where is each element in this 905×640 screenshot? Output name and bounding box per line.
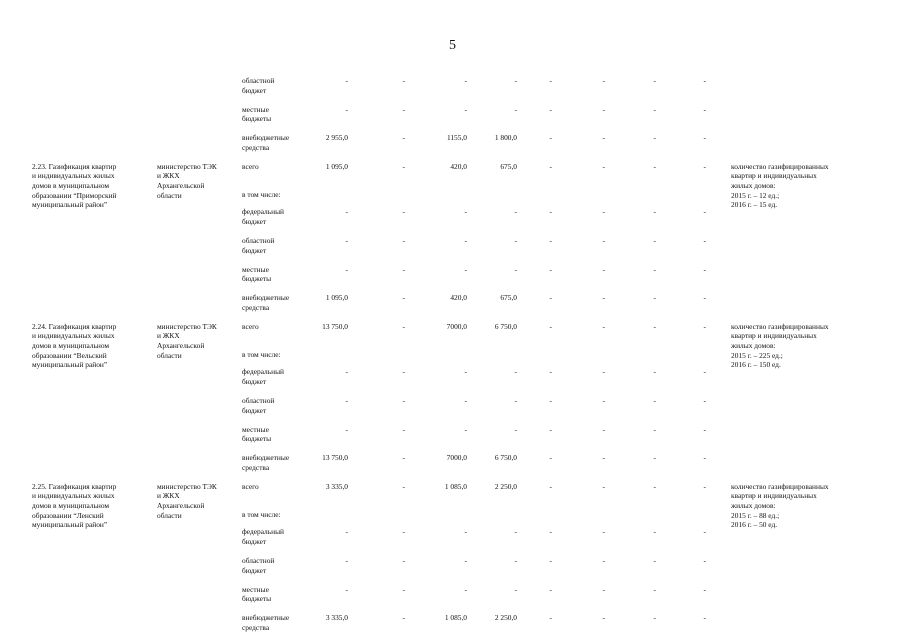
amount-cell: 675,0 [500, 293, 517, 303]
amount-cell: - [345, 264, 348, 274]
amount-cell: - [602, 395, 605, 405]
amount-cell: 2 250,0 [494, 481, 517, 491]
amount-cell: - [602, 613, 605, 623]
funding-source: местные бюджеты [242, 264, 272, 284]
amount-cell: - [549, 424, 552, 434]
amount-cell: - [703, 584, 706, 594]
funding-source: федеральный бюджет [242, 527, 284, 546]
amount-cell: - [703, 367, 706, 377]
amount-cell: - [703, 395, 706, 405]
amount-cell: - [703, 76, 706, 85]
amount-cell: - [549, 613, 552, 623]
amount-cell: - [402, 133, 405, 143]
amount-cell: 6 750,0 [494, 321, 517, 331]
amount-cell: - [402, 104, 405, 114]
amount-cell: - [703, 264, 706, 274]
amount-cell: - [549, 453, 552, 463]
amount-cell: 675,0 [500, 161, 517, 171]
amount-cell: - [345, 527, 348, 537]
amount-cell: - [653, 395, 656, 405]
target-indicator: количество газифицированных квартир и индивидуальных жилых домов: 2015 г. – 225 ед.; 2016 г. – 150 ед. [731, 321, 829, 370]
amount-cell: - [602, 264, 605, 274]
amount-cell: - [549, 481, 552, 491]
funding-source: в том числе: [242, 350, 281, 360]
target-indicator: количество газифицированных квартир и индивидуальных жилых домов: 2015 г. – 88 ед.; 2016 г. – 50 ед. [731, 481, 829, 530]
amount-cell: - [402, 321, 405, 331]
amount-cell: - [549, 321, 552, 331]
funding-source: всего [242, 161, 259, 171]
amount-cell: 1 085,0 [444, 613, 467, 623]
amount-cell: - [345, 367, 348, 377]
funding-source: федеральный бюджет [242, 207, 284, 226]
funding-source: в том числе: [242, 190, 281, 200]
amount-cell: 3 335,0 [325, 613, 348, 623]
amount-cell: 1155,0 [446, 133, 467, 143]
amount-cell: 13 750,0 [322, 321, 348, 331]
funding-source: областной бюджет [242, 76, 275, 95]
funding-source: внебюджетные средства [242, 293, 290, 312]
amount-cell: - [703, 527, 706, 537]
funding-source: внебюджетные средства [242, 133, 290, 152]
amount-cell: 1 800,0 [494, 133, 517, 143]
amount-cell: - [703, 424, 706, 434]
amount-cell: - [703, 133, 706, 143]
amount-cell: - [602, 76, 605, 85]
amount-cell: - [602, 481, 605, 491]
amount-cell: - [549, 527, 552, 537]
responsible-executor: министерство ТЭК и ЖКХ Архангельской области [157, 161, 217, 200]
amount-cell: - [514, 555, 517, 565]
amount-cell: - [514, 207, 517, 217]
amount-cell: - [402, 527, 405, 537]
funding-source: внебюджетные средства [242, 613, 290, 632]
amount-cell: - [464, 264, 467, 274]
funding-source: местные бюджеты [242, 584, 272, 604]
amount-cell: - [602, 207, 605, 217]
amount-cell: - [402, 76, 405, 85]
amount-cell: 7000,0 [446, 321, 467, 331]
amount-cell: 420,0 [450, 293, 467, 303]
amount-cell: - [653, 613, 656, 623]
amount-cell: - [345, 424, 348, 434]
funding-source: всего [242, 481, 259, 491]
amount-cell: - [653, 133, 656, 143]
amount-cell: - [602, 104, 605, 114]
amount-cell: - [514, 424, 517, 434]
amount-cell: - [345, 555, 348, 565]
amount-cell: - [703, 613, 706, 623]
activity-name: 2.25. Газификация квартир и индивидуальных жилых домов в муниципальном образовании “Ленский муниципальный район” [32, 481, 117, 530]
amount-cell: - [653, 527, 656, 537]
amount-cell: - [602, 424, 605, 434]
amount-cell: - [602, 235, 605, 245]
amount-cell: - [402, 584, 405, 594]
amount-cell: - [402, 395, 405, 405]
amount-cell: - [464, 424, 467, 434]
amount-cell: - [549, 76, 552, 85]
amount-cell: - [653, 481, 656, 491]
amount-cell: - [602, 293, 605, 303]
amount-cell: - [514, 235, 517, 245]
amount-cell: - [402, 367, 405, 377]
amount-cell: - [402, 481, 405, 491]
amount-cell: - [402, 453, 405, 463]
funding-source: внебюджетные средства [242, 453, 290, 472]
amount-cell: - [402, 207, 405, 217]
amount-cell: - [703, 104, 706, 114]
amount-cell: - [514, 76, 517, 85]
amount-cell: - [402, 613, 405, 623]
amount-cell: - [703, 293, 706, 303]
amount-cell: - [402, 424, 405, 434]
amount-cell: - [602, 367, 605, 377]
activity-name: 2.23. Газификация квартир и индивидуальных жилых домов в муниципальном образовании “Приморский муниципальный район” [32, 161, 117, 210]
amount-cell: - [549, 555, 552, 565]
amount-cell: - [464, 207, 467, 217]
amount-cell: - [514, 367, 517, 377]
amount-cell: - [549, 133, 552, 143]
amount-cell: - [464, 527, 467, 537]
amount-cell: - [653, 555, 656, 565]
amount-cell: - [602, 555, 605, 565]
funding-source: областной бюджет [242, 395, 275, 415]
amount-cell: - [402, 264, 405, 274]
funding-source: областной бюджет [242, 555, 275, 575]
amount-cell: - [703, 161, 706, 171]
amount-cell: - [345, 207, 348, 217]
funding-source: местные бюджеты [242, 424, 272, 444]
amount-cell: 2 955,0 [325, 133, 348, 143]
amount-cell: 3 335,0 [325, 481, 348, 491]
amount-cell: - [464, 76, 467, 85]
amount-cell: - [653, 104, 656, 114]
funding-source: местные бюджеты [242, 104, 272, 124]
amount-cell: - [514, 264, 517, 274]
amount-cell: - [464, 555, 467, 565]
amount-cell: - [345, 584, 348, 594]
amount-cell: - [464, 104, 467, 114]
amount-cell: 13 750,0 [322, 453, 348, 463]
amount-cell: - [703, 235, 706, 245]
amount-cell: - [464, 235, 467, 245]
amount-cell: - [602, 527, 605, 537]
amount-cell: - [514, 527, 517, 537]
amount-cell: - [602, 321, 605, 331]
amount-cell: - [549, 367, 552, 377]
amount-cell: - [549, 293, 552, 303]
amount-cell: - [653, 76, 656, 85]
activity-name: 2.24. Газификация квартир и индивидуальных жилых домов в муниципальном образовании “Вельский муниципальный район” [32, 321, 117, 370]
amount-cell: - [653, 453, 656, 463]
amount-cell: - [653, 584, 656, 594]
amount-cell: - [703, 207, 706, 217]
amount-cell: - [653, 207, 656, 217]
amount-cell: - [549, 207, 552, 217]
amount-cell: - [514, 395, 517, 405]
amount-cell: - [653, 264, 656, 274]
amount-cell: - [464, 367, 467, 377]
amount-cell: - [653, 161, 656, 171]
amount-cell: - [602, 584, 605, 594]
amount-cell: - [602, 133, 605, 143]
amount-cell: 1 085,0 [444, 481, 467, 491]
funding-source: всего [242, 321, 259, 331]
amount-cell: - [549, 584, 552, 594]
amount-cell: - [402, 293, 405, 303]
amount-cell: 1 095,0 [325, 293, 348, 303]
amount-cell: - [703, 481, 706, 491]
funding-source: в том числе: [242, 510, 281, 520]
amount-cell: 1 095,0 [325, 161, 348, 171]
page-number: 5 [449, 38, 456, 53]
amount-cell: - [653, 424, 656, 434]
amount-cell: 2 250,0 [494, 613, 517, 623]
amount-cell: - [703, 453, 706, 463]
amount-cell: - [549, 104, 552, 114]
funding-source: федеральный бюджет [242, 367, 284, 386]
amount-cell: - [514, 104, 517, 114]
amount-cell: - [549, 395, 552, 405]
amount-cell: - [345, 235, 348, 245]
amount-cell: - [345, 395, 348, 405]
amount-cell: - [653, 293, 656, 303]
amount-cell: - [703, 555, 706, 565]
amount-cell: - [549, 161, 552, 171]
responsible-executor: министерство ТЭК и ЖКХ Архангельской области [157, 321, 217, 360]
amount-cell: - [549, 264, 552, 274]
amount-cell: - [514, 584, 517, 594]
amount-cell: - [653, 235, 656, 245]
target-indicator: количество газифицированных квартир и индивидуальных жилых домов: 2015 г. – 12 ед.; 2016 г. – 15 ед. [731, 161, 829, 210]
amount-cell: - [602, 453, 605, 463]
amount-cell: 6 750,0 [494, 453, 517, 463]
responsible-executor: министерство ТЭК и ЖКХ Архангельской области [157, 481, 217, 520]
amount-cell: - [549, 235, 552, 245]
amount-cell: - [653, 367, 656, 377]
amount-cell: 420,0 [450, 161, 467, 171]
amount-cell: - [402, 555, 405, 565]
amount-cell: 7000,0 [446, 453, 467, 463]
amount-cell: - [402, 161, 405, 171]
funding-source: областной бюджет [242, 235, 275, 255]
amount-cell: - [464, 395, 467, 405]
amount-cell: - [402, 235, 405, 245]
amount-cell: - [703, 321, 706, 331]
amount-cell: - [464, 584, 467, 594]
amount-cell: - [345, 76, 348, 85]
amount-cell: - [653, 321, 656, 331]
amount-cell: - [602, 161, 605, 171]
amount-cell: - [345, 104, 348, 114]
